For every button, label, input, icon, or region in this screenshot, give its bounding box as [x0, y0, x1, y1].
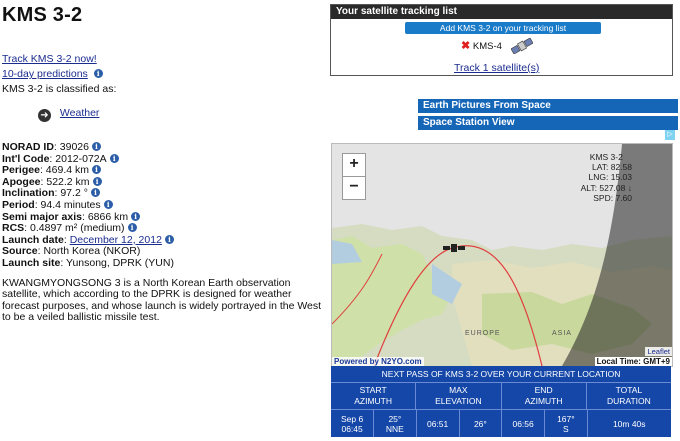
ad-choices-icon[interactable]: ▷ — [665, 130, 675, 140]
tracking-header: Your satellite tracking list — [331, 5, 672, 19]
alt-value: ALT: 527.08 ↓ — [580, 182, 632, 193]
predictions-link[interactable]: 10-day predictions — [2, 68, 88, 80]
space-station-link[interactable]: Space Station View — [418, 116, 678, 130]
fact-value: 6866 km — [87, 210, 129, 223]
fact-separator: : — [54, 187, 61, 200]
fact-label: Launch site — [2, 256, 61, 269]
fact-separator: : — [40, 175, 47, 188]
fact-separator: : — [53, 141, 60, 153]
info-icon[interactable]: i — [91, 188, 100, 197]
fact-label: Int'l Code — [2, 152, 50, 165]
lat-value: LAT: 82.58 — [591, 162, 632, 173]
fact-label: Launch date — [2, 233, 64, 246]
fact-label: Apogee — [2, 175, 41, 188]
add-to-tracking-button[interactable]: Add KMS 3-2 on your tracking list — [405, 22, 601, 34]
fact-value: North Korea (NKOR) — [43, 245, 141, 258]
info-icon[interactable]: i — [128, 223, 137, 232]
fact-row — [2, 258, 174, 270]
fact-separator: : — [49, 152, 56, 165]
track-now-link[interactable]: Track KMS 3-2 now! — [2, 53, 97, 65]
info-icon[interactable]: i — [110, 154, 119, 163]
end-time: 06:56 — [502, 410, 545, 437]
col-total-duration: TOTAL DURATION — [606, 385, 651, 406]
col-max-elevation: MAX ELEVATION — [416, 383, 501, 409]
satellite-position-info — [581, 152, 632, 203]
max-elevation: 26° — [460, 410, 502, 437]
lng-value: LNG: 15.03 — [588, 172, 632, 183]
fact-separator: : — [24, 222, 31, 235]
weather-link[interactable]: Weather — [59, 107, 100, 119]
sat-label: KMS 3-2 — [589, 152, 623, 162]
remove-icon[interactable]: ✖ — [461, 40, 471, 52]
classified-text: KMS 3-2 is classified as: — [2, 83, 117, 95]
satellite-facts — [2, 142, 174, 270]
tracking-map[interactable] — [331, 143, 673, 367]
tracked-satellite — [461, 38, 533, 54]
region-europe: EUROPE — [465, 330, 501, 337]
max-time: 06:51 — [417, 410, 460, 437]
satellite-icon — [511, 38, 533, 54]
arrow-right-icon: ➜ — [38, 109, 51, 122]
info-icon[interactable]: i — [165, 235, 174, 244]
info-icon[interactable]: i — [93, 177, 102, 186]
tracking-list-box — [330, 4, 673, 76]
tracked-satellite-name: KMS-4 — [472, 41, 502, 52]
leaflet-attribution[interactable]: Leaflet — [647, 347, 670, 356]
description: KWANGMYONGSONG 3 is a North Korean Earth observation satellite, which according to the DPRK is designed for weather forecast purposes, and whose launch is widely portrayed in the West to be a veiled ballistic missile test. — [2, 277, 322, 323]
spd-value: SPD: 7.60 — [593, 192, 632, 203]
info-icon[interactable]: i — [92, 165, 101, 174]
track-satellites-link[interactable]: Track 1 satellite(s) — [454, 62, 540, 74]
info-icon[interactable]: i — [131, 212, 140, 221]
fact-separator: : — [81, 210, 88, 223]
local-time: Local Time: GMT+9 — [596, 357, 670, 366]
end-azimuth: 167° S — [545, 410, 587, 437]
region-asia: ASIA — [552, 330, 572, 337]
zoom-out-button[interactable]: − — [342, 176, 366, 200]
fact-label: Perigee — [2, 164, 40, 177]
page-title: KMS 3-2 — [2, 4, 83, 26]
col-start-azimuth: START AZIMUTH — [331, 383, 416, 409]
fact-separator: : — [37, 245, 44, 258]
fact-value: Yunsong, DPRK (YUN) — [66, 256, 174, 269]
powered-by[interactable]: Powered by N2YO.com — [334, 357, 422, 366]
fact-separator: : — [39, 164, 46, 177]
fact-value: 522.2 km — [46, 175, 90, 188]
fact-separator: : — [60, 256, 67, 269]
next-pass-panel — [331, 366, 671, 437]
start-azimuth: 25° NNE — [374, 410, 416, 437]
fact-value: 97.2 ° — [60, 187, 88, 200]
zoom-in-button[interactable]: + — [342, 153, 366, 177]
col-end-azimuth: END AZIMUTH — [502, 383, 587, 409]
next-pass-values — [331, 410, 671, 437]
total-duration: 10m 40s — [612, 418, 646, 429]
fact-value: 39026 — [59, 141, 89, 153]
fact-label: Period — [2, 198, 35, 211]
fact-value: 0.4897 m² (medium) — [30, 222, 125, 235]
fact-label: RCS — [2, 222, 25, 235]
fact-value[interactable]: December 12, 2012 — [69, 233, 162, 246]
info-icon[interactable]: i — [104, 200, 113, 209]
info-icon[interactable]: i — [92, 142, 101, 151]
info-icon[interactable]: i — [94, 69, 103, 78]
fact-separator: : — [63, 233, 70, 246]
fact-separator: : — [34, 198, 41, 211]
fact-label: Semi major axis — [2, 210, 82, 223]
next-pass-headers — [331, 383, 671, 410]
start-time: Sep 6 06:45 — [331, 410, 374, 437]
left-column — [2, 0, 327, 441]
fact-label: Inclination — [2, 187, 55, 200]
fact-label: Source — [2, 245, 38, 258]
earth-pictures-link[interactable]: Earth Pictures From Space — [418, 99, 678, 113]
fact-value: 2012-072A — [55, 152, 107, 165]
fact-value: 469.4 km — [45, 164, 89, 177]
fact-label: NORAD ID — [2, 141, 54, 153]
fact-value: 94.4 minutes — [40, 198, 101, 211]
next-pass-title: NEXT PASS OF KMS 3-2 OVER YOUR CURRENT LOCATION — [331, 366, 671, 383]
